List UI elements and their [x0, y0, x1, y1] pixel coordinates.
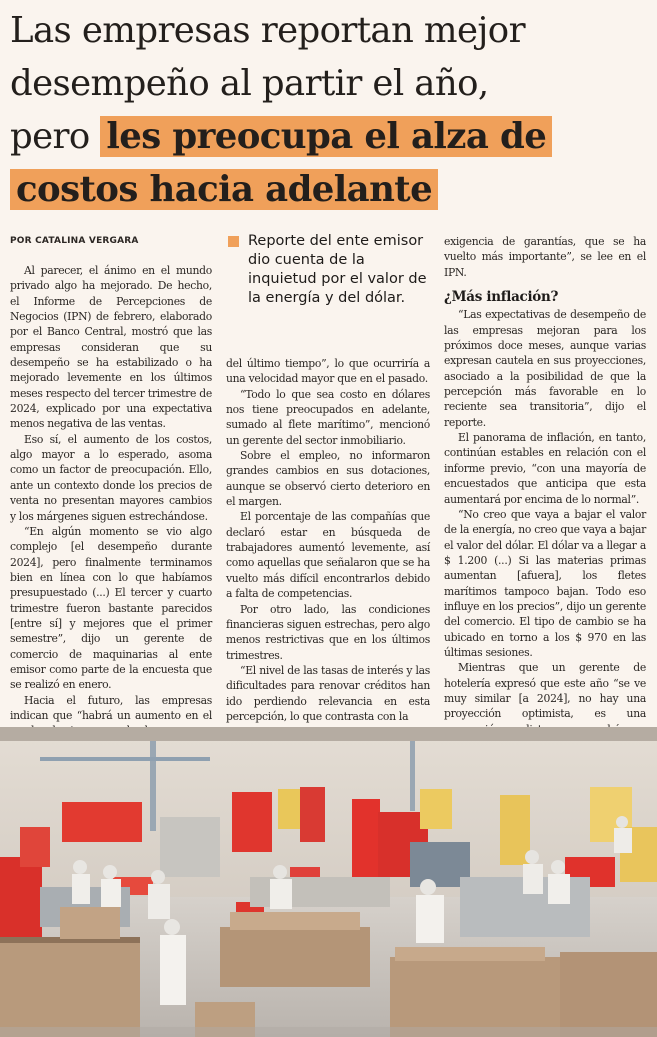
paragraph: Eso sí, el aumento de los costos, algo mayor a lo esperado, asoma como un factor de preocupación. Ello, ante un contexto donde los precios de venta no presentan mayores cambios y los márgenes siguen estrechándose.	[10, 432, 212, 523]
paragraph: “En algún momento se vio algo complejo [el desempeño durante 2024], pero finalmente terminamos bien en línea con lo que habíamos presupuestado (...) El tercer y cuarto trimestre fueron bastante parecidos [entre sí] y mejores que el primer semestre”, dijo un gerente de comercio de maquinarias al ente emisor como parte de la encuesta que se realizó en enero.	[10, 524, 212, 692]
section-subhead: ¿Más inflación?	[444, 289, 559, 306]
paragraph: Por otro lado, las condiciones financieras siguen estrechas, pero algo menos restrictivas que en los últimos trimestres.	[226, 602, 430, 662]
paragraph: Al parecer, el ánimo en el mundo privado algo ha mejorado. De hecho, el Informe de Percepciones de Negocios (IPN) de febrero, elaborado por el Banco Central, mostró que las empresas consideran que su desempeño se ha estabilizado o ha mejorado levemente en los últimos meses respecto del tercer trimestre de 2024, explicado por una expectativa menos negativa de las ventas.	[10, 264, 212, 431]
headline-highlight-2: costos hacia adelante	[10, 169, 438, 210]
paragraph: exigencia de garantías, que se ha vuelto más importante”, se lee en el IPN.	[444, 235, 646, 279]
headline	[10, 4, 650, 216]
pull-quote	[226, 232, 436, 308]
paragraph: Sobre el empleo, no informaron grandes cambios en sus dotaciones, aunque se observó cierto deterioro en el margen.	[226, 449, 430, 509]
orange-square-icon	[228, 236, 239, 247]
headline-line-4	[10, 163, 650, 216]
byline: POR CATALINA VERGARA	[10, 236, 139, 246]
paragraph: “Las expectativas de desempeño de las empresas mejoran para los próximos doce meses, aunque varias expresan cautela en sus proyecciones, asociado a la posibilidad de que la percepción más favorable en lo reciente sea transitoria”, dijo el reporte.	[444, 308, 646, 429]
article-column-1	[10, 263, 212, 769]
paragraph: “Todo lo que sea costo en dólares nos tiene preocupados en adelante, sumado al flete marítimo”, mencionó un gerente del sector inmobiliario.	[226, 387, 430, 447]
article-column-3	[444, 234, 646, 783]
factory-photo	[0, 727, 657, 1037]
paragraph: “El nivel de las tasas de interés y las dificultades para renovar créditos han ido perdiendo relevancia en esta percepción, lo que contrasta con la	[226, 663, 430, 723]
headline-line-3-plain: pero	[10, 116, 101, 157]
paragraph: Mientras que un gerente de hotelería expresó que este año “se ve muy similar [a 2024], no hay una proyección optimista, es una	[444, 661, 646, 721]
paragraph: del último tiempo”, lo que ocurriría a una velocidad mayor que en el pasado.	[226, 357, 430, 386]
pull-quote-text: Reporte del ente emisor dio cuenta de la inquietud por el valor de la energía y del dólar.	[248, 233, 427, 306]
paragraph: Hacia el futuro, las empresas indican que “habrá un aumento en el	[10, 693, 212, 722]
paragraph: El porcentaje de las compañías que declaró estar en búsqueda de trabajadores aumentó levemente, así como aquellas que señalaron que se ha vuelto más difícil encontrarlos debido a falta de competencias.	[226, 510, 431, 601]
photo-pipe	[40, 757, 210, 761]
headline-highlight-1: les preocupa el alza de	[100, 116, 552, 157]
paragraph: “No creo que vaya a bajar el valor de la energía, no creo que vaya a bajar el valor del dólar. El dólar va a llegar a $ 1.200 (...) Si las materias primas aumentan [afuera], los fletes marítimos tampoco bajan. Todo eso influye en los precios”, dijo un gerente del comercio. El tipo de cambio se ha ubicado en torno a los $ 970 en las últimas sesiones.	[444, 507, 646, 659]
article-column-2	[226, 356, 430, 724]
headline-line-3	[10, 110, 650, 163]
photo-pipe	[410, 741, 415, 811]
photo-floor-shadow	[0, 1027, 657, 1037]
paragraph: El panorama de inflación, en tanto, continúan estables en relación con el informe previo, “con una mayoría de encuestados que anticipa que esta aumentará por encima de lo normal”.	[444, 431, 646, 506]
photo-pipe	[150, 741, 156, 831]
headline-line-2: desempeño al partir el año,	[10, 63, 489, 104]
headline-line-1: Las empresas reportan mejor	[10, 10, 525, 51]
photo-ceiling-beam	[0, 727, 657, 741]
